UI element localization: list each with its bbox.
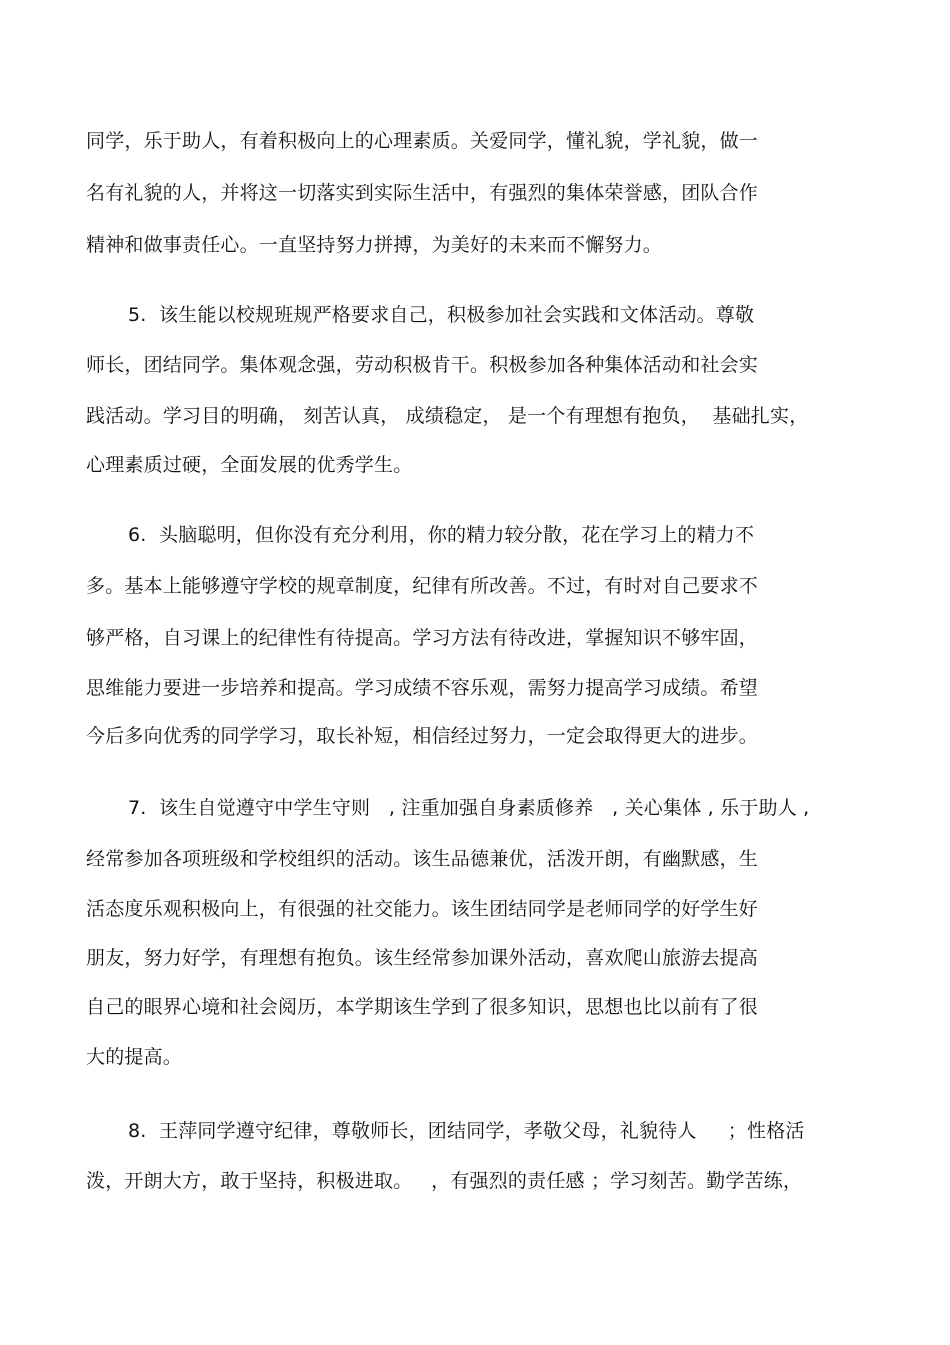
text-line: 思维能力要进一步培养和提高。学习成绩不容乐观，需努力提高学习成绩。希望 <box>86 677 759 699</box>
paragraph-5-first-line: 5. 该生能以校规班规严格要求自己，积极参加社会实践和文体活动。尊敬 <box>128 304 755 326</box>
text-line: 践活动。学习目的明确， 刻苦认真， 成绩稳定， 是一个有理想有抱负， 基础扎实， <box>86 405 809 427</box>
text-line: 心理素质过硬，全面发展的优秀学生。 <box>86 454 413 476</box>
text-line: 朋友，努力好学，有理想有抱负。该生经常参加课外活动，喜欢爬山旅游去提高 <box>86 947 759 969</box>
paragraph-8-first-line: 8. 王萍同学遵守纪律，尊敬师长，团结同学，孝敬父母，礼貌待人 ；性格活 <box>128 1120 805 1142</box>
text-line: 泼，开朗大方，敢于坚持，积极进取。 ，有强烈的责任感 ；学习刻苦。勤学苦练， <box>86 1170 803 1192</box>
text-line: 师长，团结同学。集体观念强，劳动积极肯干。积极参加各种集体活动和社会实 <box>86 354 759 376</box>
text-line: 经常参加各项班级和学校组织的活动。该生品德兼优，活泼开朗，有幽默感，生 <box>86 848 759 870</box>
text-line: 多。基本上能够遵守学校的规章制度，纪律有所改善。不过，有时对自己要求不 <box>86 575 759 597</box>
text-line: 活态度乐观积极向上，有很强的社交能力。该生团结同学是老师同学的好学生好 <box>86 898 759 920</box>
text-line: 同学，乐于助人，有着积极向上的心理素质。关爱同学，懂礼貌，学礼貌，做一 <box>86 130 759 152</box>
text-line: 大的提高。 <box>86 1046 183 1068</box>
text-line: 今后多向优秀的同学学习，取长补短，相信经过努力，一定会取得更大的进步。 <box>86 725 759 747</box>
paragraph-7-first-line: 7. 该生自觉遵守中学生守则 , 注重加强自身素质修养 , 关心集体 , 乐于助人 , <box>128 797 810 819</box>
paragraph-6-first-line: 6. 头脑聪明，但你没有充分利用，你的精力较分散，花在学习上的精力不 <box>128 524 755 546</box>
text-line: 名有礼貌的人，并将这一切落实到实际生活中，有强烈的集体荣誉感，团队合作 <box>86 182 759 204</box>
text-line: 自己的眼界心境和社会阅历，本学期该生学到了很多知识，思想也比以前有了很 <box>86 996 759 1018</box>
text-line: 精神和做事责任心。一直坚持努力拼搏，为美好的未来而不懈努力。 <box>86 234 663 256</box>
text-line: 够严格，自习课上的纪律性有待提高。学习方法有待改进，掌握知识不够牢固， <box>86 627 759 649</box>
